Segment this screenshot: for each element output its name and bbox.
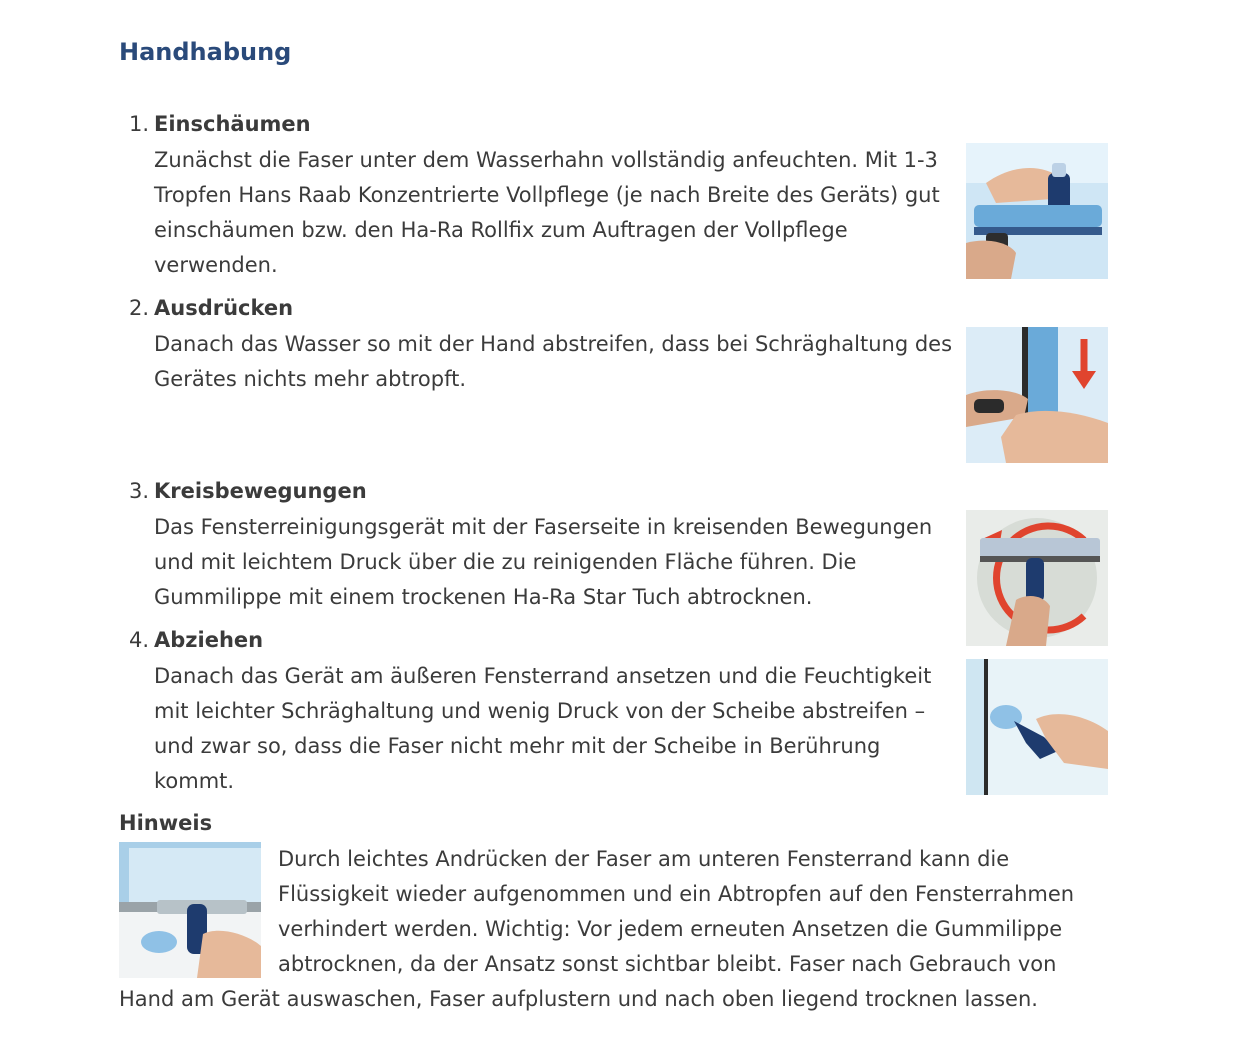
step-description [154,143,940,283]
step-number: 2. [128,296,149,320]
hint-title: Hinweis [119,811,213,835]
text-line: Gerätes nichts mehr abtropft. [154,367,467,391]
text-line: Das Fensterreinigungsgerät mit der Faserseite in kreisenden Bewegungen [154,515,933,539]
step-title: Abziehen [154,628,264,652]
squeeze-step-image [966,327,1108,463]
text-line: und mit leichtem Druck über die zu reinigenden Fläche führen. Die [154,550,857,574]
text-line: Danach das Gerät am äußeren Fensterrand ansetzen und die Feuchtigkeit [154,664,932,688]
text-line: abtrocknen, da der Ansatz sonst sichtbar bleibt. Faser nach Gebrauch von [278,952,1057,976]
text-line: verhindert werden. Wichtig: Vor jedem erneuten Ansetzen die Gummilippe [278,917,1063,941]
text-line: mit leichter Schräghaltung und wenig Druck von der Scheibe abstreifen – [154,699,926,723]
text-line: Gummilippe mit einem trockenen Ha-Ra Star Tuch abtrocknen. [154,585,813,609]
text-line: Danach das Wasser so mit der Hand abstreifen, dass bei Schräghaltung des [154,332,953,356]
text-line: Hand am Gerät auswaschen, Faser aufplustern und nach oben liegend trocknen lassen. [119,987,1038,1011]
step-title: Kreisbewegungen [154,479,367,503]
step-description [154,510,932,615]
step-title: Ausdrücken [154,296,294,320]
step-number: 3. [128,479,149,503]
text-line: Durch leichtes Andrücken der Faser am unteren Fensterrand kann die [278,847,1010,871]
hint-text-continued [119,982,1038,1017]
wipe-step-image [966,659,1108,795]
circular-motion-image [966,510,1108,646]
hint-image [119,842,261,978]
step-description [154,659,931,799]
text-line: Flüssigkeit wieder aufgenommen und ein Abtropfen auf den Fensterrahmen [278,882,1075,906]
step-number: 4. [128,628,149,652]
hint-text [278,842,1074,982]
step-number: 1. [128,112,149,136]
page-title: Handhabung [119,38,292,66]
foam-step-image [966,143,1108,279]
text-line: Tropfen Hans Raab Konzentrierte Vollpflege (je nach Breite des Geräts) gut [154,183,940,207]
text-line: einschäumen bzw. den Ha-Ra Rollfix zum Auftragen der Vollpflege [154,218,848,242]
step-description [154,327,952,397]
step-title: Einschäumen [154,112,311,136]
text-line: und zwar so, dass die Faser nicht mehr mit der Scheibe in Berührung [154,734,881,758]
text-line: kommt. [154,769,235,793]
text-line: Zunächst die Faser unter dem Wasserhahn vollständig anfeuchten. Mit 1-3 [154,148,938,172]
text-line: verwenden. [154,253,278,277]
